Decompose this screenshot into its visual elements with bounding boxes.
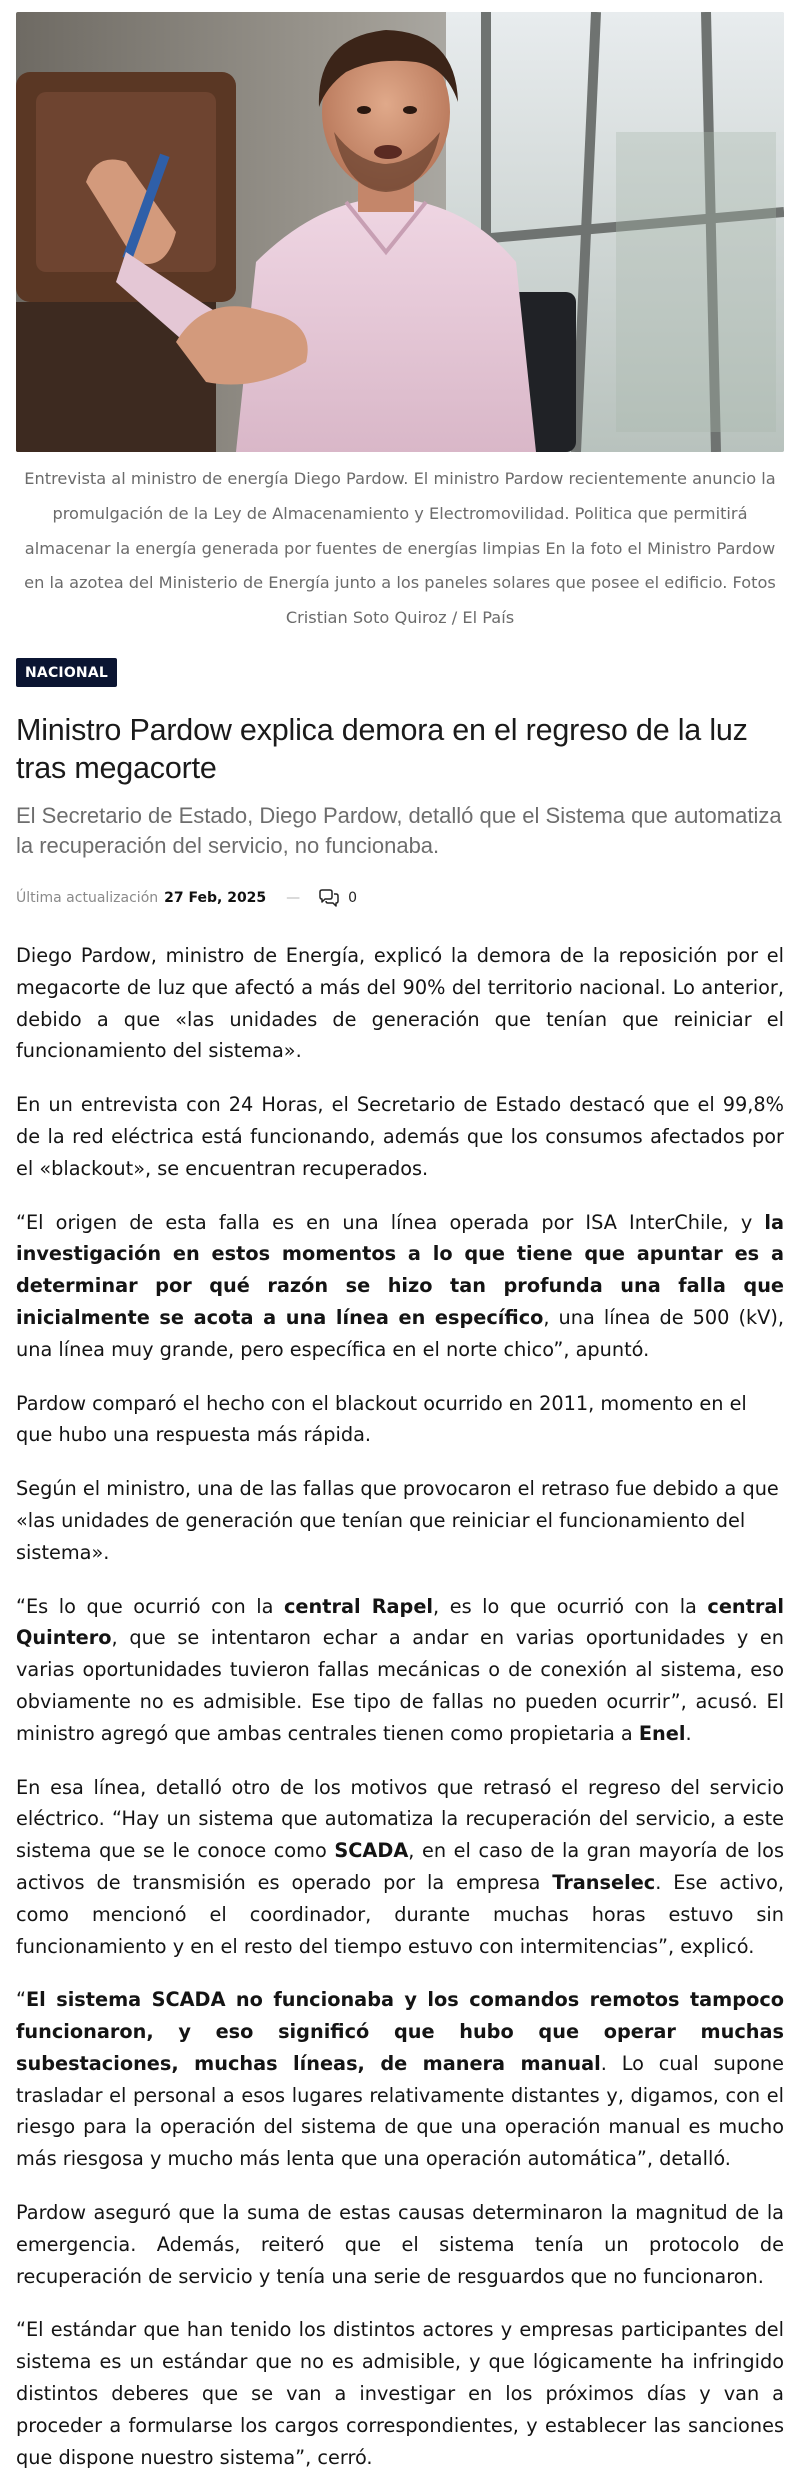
bold-run: SCADA (334, 1839, 409, 1863)
article-meta (16, 889, 784, 907)
paragraph: Pardow comparó el hecho con el blackout ocurrido en 2011, momento en el que hubo una respuesta más rápida. (16, 1391, 747, 1447)
text-run: , que se intentaron echar a andar en varias oportunidades y en varias oportunidades tuvieron fallas mecánicas o de conexión al sistema, eso obviamente no es admisible. Ese tipo de fallas no pueden ocurrir”, acusó. El ministro agregó que ambas centrales tienen como propietaria a (16, 1626, 784, 1745)
updated-label: Última actualización (16, 889, 159, 906)
article-container (16, 0, 784, 2473)
comments-link[interactable] (318, 889, 357, 907)
meta-separator: — (286, 889, 301, 906)
paragraph: Pardow aseguró que la suma de estas causas determinaron la magnitud de la emergencia. Además, reiteró que el sistema tenía un protocolo de recuperación de servicio y tenía una serie de resguardos que no funcionaron. (16, 2201, 784, 2288)
article-body (16, 940, 784, 2473)
bold-run: Enel (638, 1721, 686, 1745)
text-run: “El origen de esta falla es en una línea operada por ISA InterChile, y (16, 1210, 765, 1234)
text-run: “ (16, 1988, 26, 2012)
paragraph: Diego Pardow, ministro de Energía, explicó la demora de la reposición por el megacorte de luz que afectó a más del 90% del territorio nacional. Lo anterior, debido a que «las unidades de generación que tenían que reiniciar el funcionamiento del sistema». (16, 943, 784, 1063)
comments-count: 0 (348, 889, 358, 906)
publish-date: 27 Feb, 2025 (164, 889, 267, 906)
comment-icon (318, 889, 340, 907)
bold-run: Transelec (552, 1870, 656, 1894)
bold-run: central Quintero (16, 1594, 784, 1650)
paragraph (16, 1772, 784, 1963)
bold-run: la investigación en estos momentos a lo que tiene que apuntar es a determinar por qué razón se hizo tan profunda una falla que inicialmente se acota a una línea en específico (16, 1210, 784, 1329)
article-photo (16, 12, 784, 452)
text-run: . Ese activo, como mencionó el coordinador, durante muchas horas estuvo sin funcionamiento y en el resto del tiempo estuvo con intermitencias”, explicó. (16, 1870, 784, 1958)
paragraph (16, 1591, 784, 1750)
category-badge[interactable]: NACIONAL (16, 658, 117, 687)
bold-run: El sistema SCADA no funcionaba y los comandos remotos tampoco funcionaron, y eso significó que hubo que operar muchas subestaciones, muchas líneas, de manera manual (16, 1988, 784, 2075)
bold-run: central Rapel (284, 1594, 434, 1618)
paragraph: En un entrevista con 24 Horas, el Secretario de Estado destacó que el 99,8% de la red eléctrica está funcionando, además que los consumos afectados por el «blackout», se encuentran recuperados. (16, 1093, 784, 1180)
text-run: “Es lo que ocurrió con la (16, 1594, 284, 1618)
text-run: , en el caso de la gran mayoría de los activos de transmisión es operado por la empresa (16, 1839, 784, 1894)
text-run: En esa línea, detalló otro de los motivos que retrasó el regreso del servicio eléctrico. “Hay un sistema que automatiza la recuperación del servicio, a este sistema que se le conoce como (16, 1775, 784, 1863)
photo-caption: Entrevista al ministro de energía Diego Pardow. El ministro Pardow recientemente anuncio la promulgación de la Ley de Almacenamiento y Electromovilidad. Politica que permitirá almacenar la energía generada por fuentes de energías limpias En la foto el Ministro Pardow en la azotea del Ministerio de Energía junto a los paneles solares que posee el edificio. Fotos Cristian Soto Quiroz / El País (24, 469, 776, 628)
text-run: . (685, 1721, 692, 1745)
text-run: , es lo que ocurrió con la (433, 1594, 708, 1618)
article-subtitle: El Secretario de Estado, Diego Pardow, detalló que el Sistema que automatiza la recuperación del servicio, no funcionaba. (16, 802, 782, 858)
paragraph: “El estándar que han tenido los distintos actores y empresas participantes del sistema es un estándar que no es admisible, y que lógicamente ha infringido distintos deberes que se van a investigar en los próximos días y van a proceder a formularse los cargos correspondientes, y establecer las sanciones que dispone nuestro sistema”, cerró. (16, 2318, 784, 2469)
paragraph (16, 1207, 784, 1366)
text-run: . Lo cual supone trasladar el personal a esos lugares relativamente distantes y, digamos, con el riesgo para la operación del sistema de que una operación manual es mucho más riesgosa y mucho más lenta que una operación automática”, detalló. (16, 2051, 785, 2171)
article-title: Ministro Pardow explica demora en el regreso de la luz tras megacorte (16, 712, 748, 785)
text-run: , una línea de 500 (kV), una línea muy grande, pero específica en el norte chico”, apuntó. (16, 1305, 785, 1361)
paragraph (16, 1984, 784, 2175)
paragraph: Según el ministro, una de las fallas que provocaron el retraso fue debido a que «las unidades de generación que tenían que reiniciar el funcionamiento del sistema». (16, 1477, 779, 1564)
